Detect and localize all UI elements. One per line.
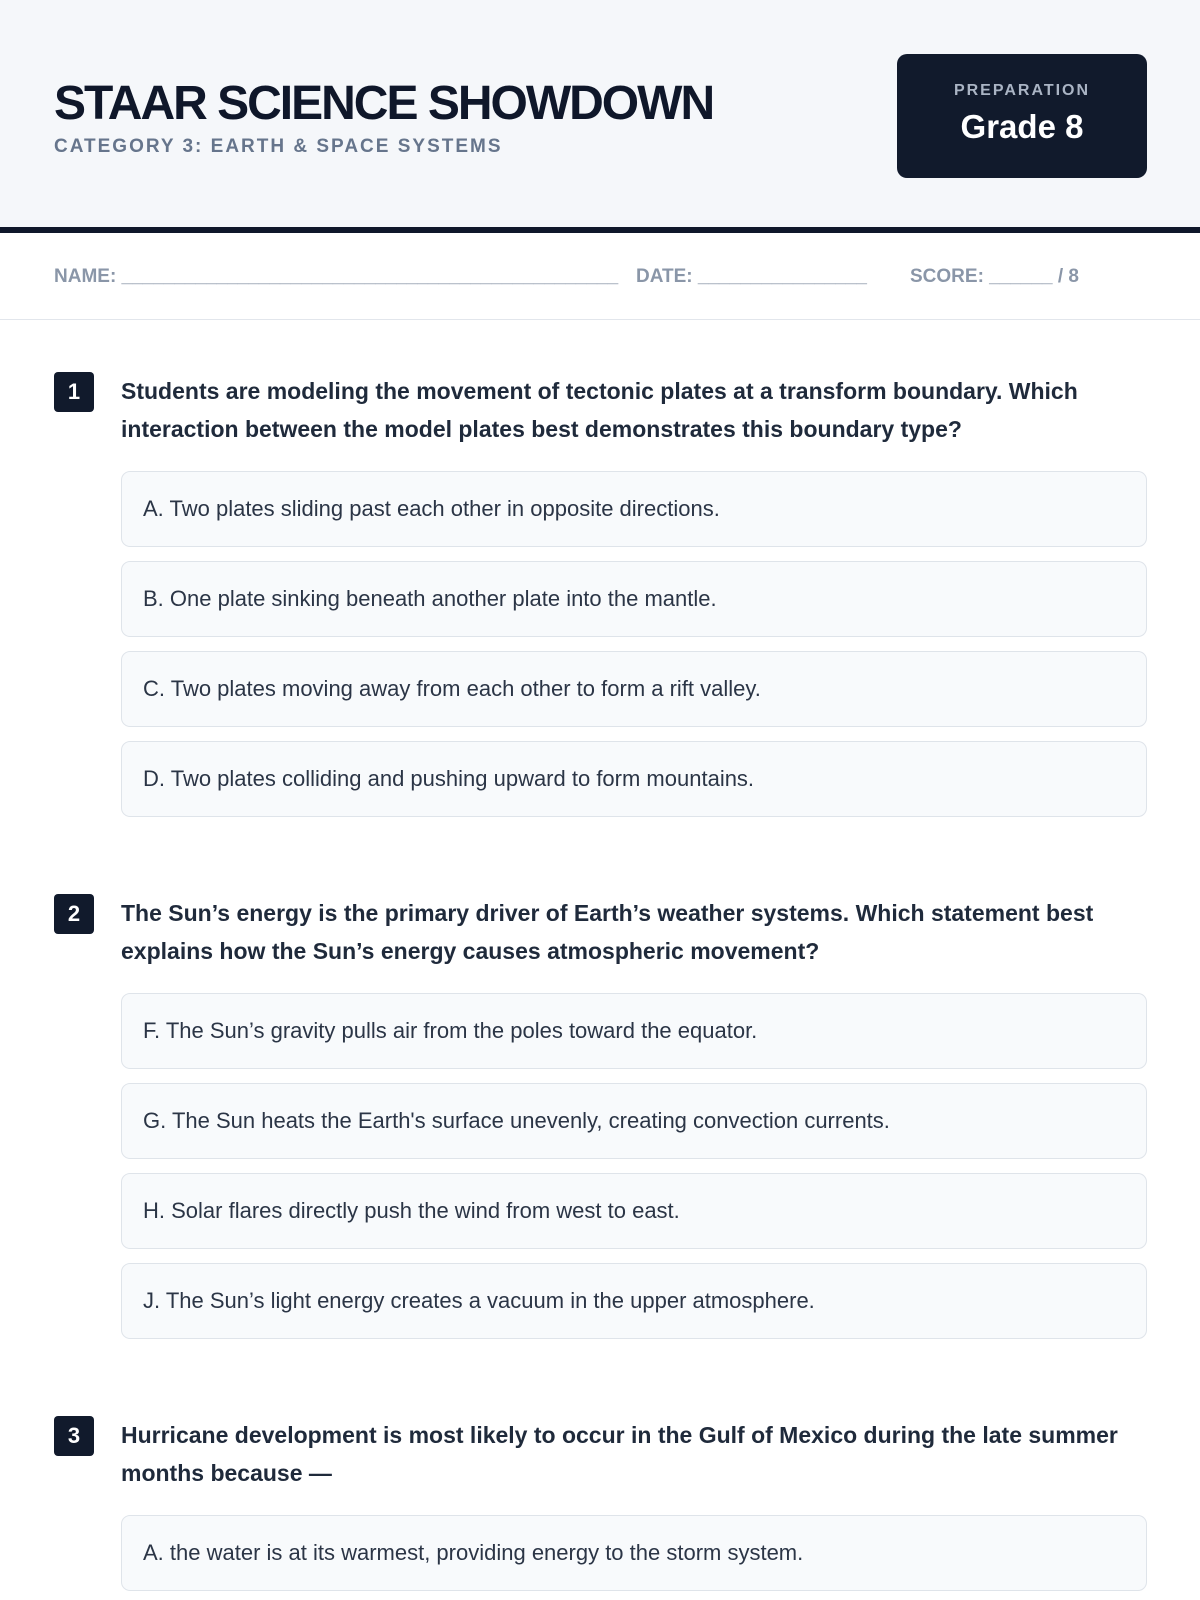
grade-badge-value: Grade 8: [960, 108, 1084, 145]
answer-options: [121, 1515, 1147, 1591]
grade-badge-label: PREPARATION: [953, 82, 1091, 99]
question-text: The Sun’s energy is the primary driver of Earth’s weather systems. Which statement best explains how the Sun’s energy causes atmospheric movement?: [121, 900, 1094, 964]
question-text: Hurricane development is most likely to occur in the Gulf of Mexico during the late summer months because —: [121, 1422, 1118, 1486]
answer-option-a[interactable]: A. the water is at its warmest, providing energy to the storm system.: [121, 1515, 1147, 1591]
question-2: [54, 894, 1147, 1353]
question-number-badge: 2: [54, 894, 94, 934]
answer-options: [121, 471, 1147, 817]
question-3: [54, 1416, 1147, 1600]
question-number-badge: 1: [54, 372, 94, 412]
answer-option-g[interactable]: G. The Sun heats the Earth's surface unevenly, creating convection currents.: [121, 1083, 1147, 1159]
question-1: [54, 372, 1147, 831]
grade-badge: [897, 54, 1147, 178]
answer-option-j[interactable]: J. The Sun’s light energy creates a vacuum in the upper atmosphere.: [121, 1263, 1147, 1339]
answer-option-b[interactable]: B. One plate sinking beneath another plate into the mantle.: [121, 561, 1147, 637]
answer-option-f[interactable]: F. The Sun’s gravity pulls air from the poles toward the equator.: [121, 993, 1147, 1069]
question-number-badge: 3: [54, 1416, 94, 1456]
score-field[interactable]: SCORE: ______ / 8: [910, 266, 1079, 287]
student-info-row: [0, 233, 1200, 320]
answer-option-c[interactable]: C. Two plates moving away from each other to form a rift valley.: [121, 651, 1147, 727]
answer-option-a[interactable]: A. Two plates sliding past each other in opposite directions.: [121, 471, 1147, 547]
worksheet-title: STAAR SCIENCE SHOWDOWN: [54, 77, 714, 130]
name-field[interactable]: NAME: _______________________________________________: [54, 266, 619, 287]
answer-option-d[interactable]: D. Two plates colliding and pushing upward to form mountains.: [121, 741, 1147, 817]
answer-options: [121, 993, 1147, 1339]
worksheet-subtitle: CATEGORY 3: EARTH & SPACE SYSTEMS: [54, 136, 503, 157]
date-field[interactable]: DATE: ________________: [636, 266, 867, 287]
answer-option-h[interactable]: H. Solar flares directly push the wind from west to east.: [121, 1173, 1147, 1249]
question-text: Students are modeling the movement of tectonic plates at a transform boundary. Which interaction between the model plates best demonstrates this boundary type?: [121, 378, 1078, 442]
worksheet-header: [0, 0, 1200, 233]
